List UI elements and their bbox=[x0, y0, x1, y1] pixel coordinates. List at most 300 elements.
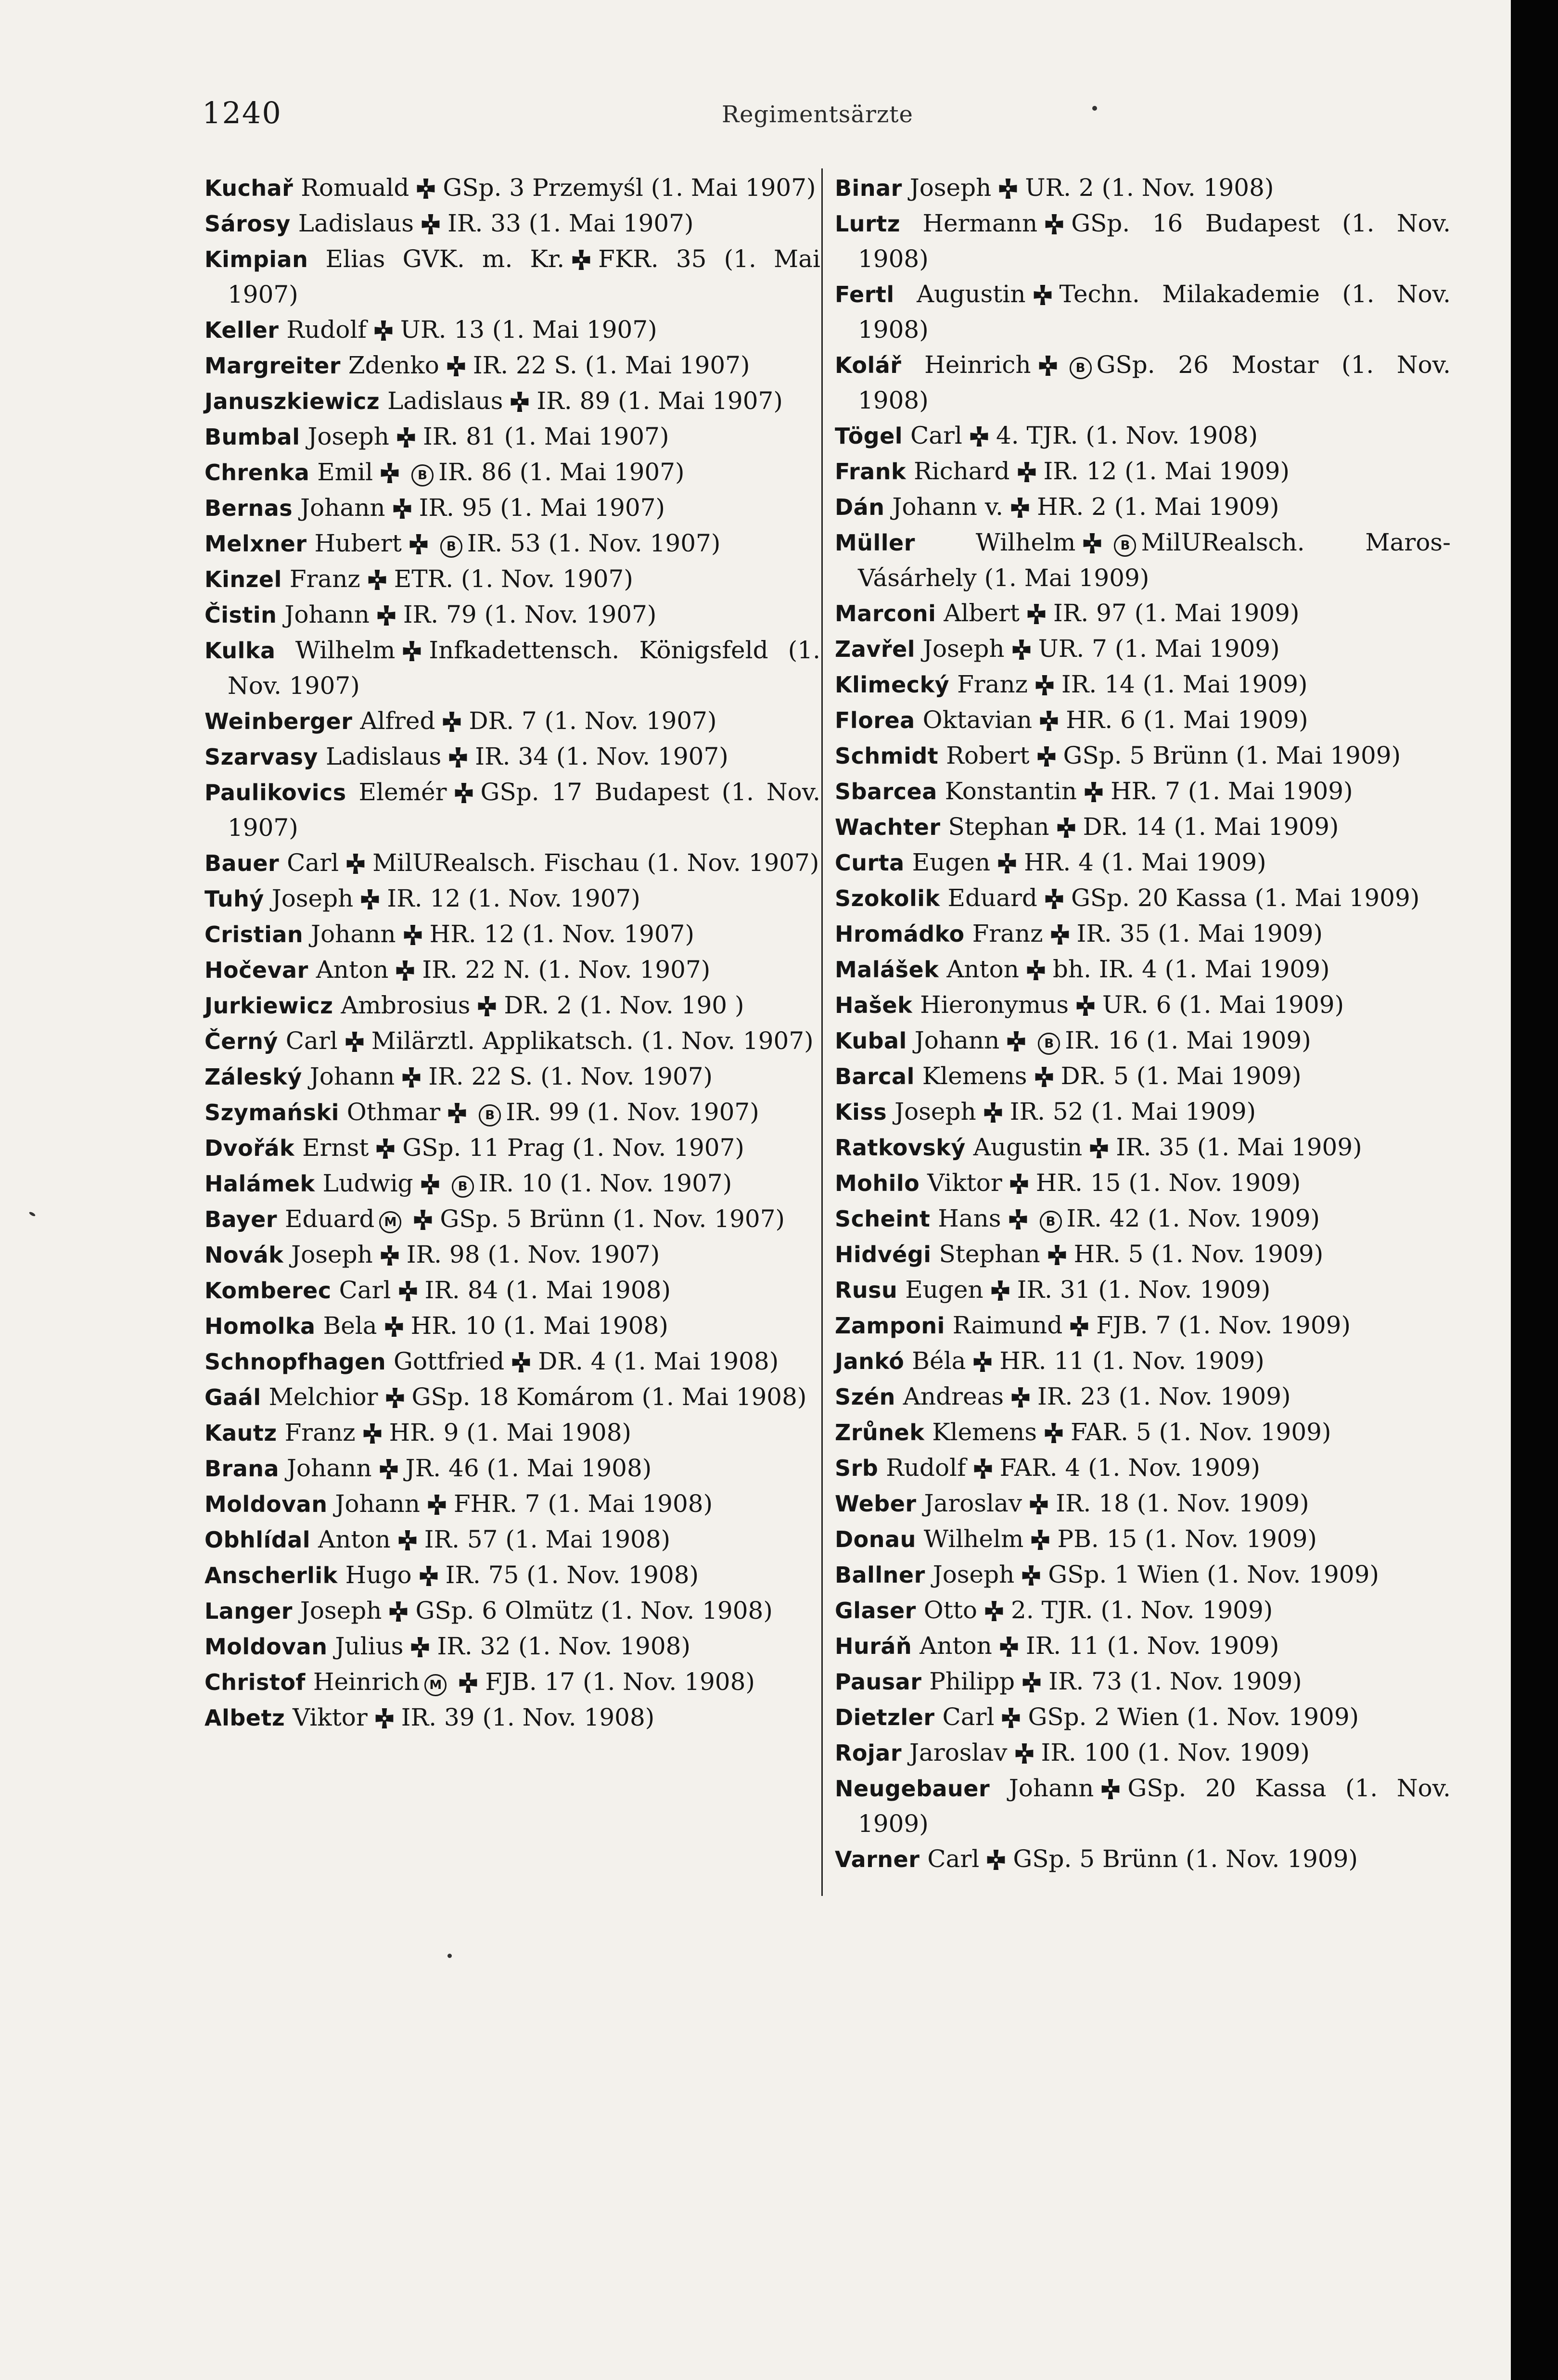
cross-pattee-icon bbox=[410, 1637, 430, 1657]
entry-given-name: Wilhelm bbox=[923, 1525, 1024, 1553]
entry-surname: Záleský bbox=[204, 1064, 302, 1090]
entry-surname: Mohilo bbox=[835, 1170, 920, 1196]
entry-surname: Cristian bbox=[204, 921, 304, 947]
entry-given-name: Johann bbox=[311, 920, 396, 948]
circled-mark-icon: B bbox=[479, 1104, 501, 1126]
entry-given-name: Zdenko bbox=[348, 351, 439, 379]
entry-given-name: Raimund bbox=[952, 1311, 1063, 1339]
directory-entry bbox=[204, 1095, 820, 1130]
entry-surname: Barcal bbox=[835, 1063, 915, 1089]
cross-pattee-icon bbox=[380, 463, 400, 483]
right-column bbox=[835, 170, 1451, 1877]
directory-entry bbox=[835, 1308, 1451, 1344]
entry-given-name: Joseph bbox=[894, 1098, 976, 1126]
directory-entry bbox=[835, 525, 1451, 596]
directory-entry bbox=[835, 1842, 1451, 1877]
entry-surname: Paulikovics bbox=[204, 780, 346, 806]
cross-pattee-icon bbox=[396, 427, 416, 448]
cross-pattee-icon bbox=[421, 214, 441, 234]
entry-posting: GSp. 20 Kassa (1. Mai 1909) bbox=[1071, 884, 1420, 912]
left-column bbox=[204, 170, 820, 1736]
entry-given-name: Franz bbox=[957, 670, 1028, 698]
entry-posting: FJB. 7 (1. Nov. 1909) bbox=[1096, 1311, 1351, 1339]
entry-surname: Dán bbox=[835, 494, 885, 520]
entry-posting: GSp. 6 Olmütz (1. Nov. 1908) bbox=[415, 1597, 773, 1625]
entry-given-name: Ladislaus bbox=[387, 387, 503, 415]
cross-pattee-icon bbox=[1075, 996, 1096, 1016]
directory-entry bbox=[835, 987, 1451, 1023]
entry-posting: IR. 35 (1. Mai 1909) bbox=[1076, 920, 1323, 947]
directory-entry bbox=[835, 1450, 1451, 1486]
entry-given-name: Viktor bbox=[293, 1703, 368, 1731]
entry-surname: Frank bbox=[835, 459, 907, 485]
directory-entry bbox=[204, 242, 820, 312]
directory-entry bbox=[204, 1593, 820, 1629]
entry-surname: Rojar bbox=[835, 1740, 902, 1766]
entry-surname: Albetz bbox=[204, 1705, 285, 1731]
entry-posting: DR. 7 (1. Nov. 1907) bbox=[469, 707, 717, 735]
entry-surname: Kautz bbox=[204, 1420, 277, 1446]
entry-posting: UR. 2 (1. Nov. 1908) bbox=[1025, 174, 1274, 202]
print-speck bbox=[1092, 106, 1097, 111]
cross-pattee-icon bbox=[454, 783, 474, 803]
entry-posting: IR. 16 (1. Mai 1909) bbox=[1065, 1026, 1311, 1054]
directory-entry bbox=[835, 881, 1451, 916]
entry-given-name: Anton bbox=[919, 1632, 992, 1660]
entry-given-name: Heinrich bbox=[313, 1668, 420, 1696]
directory-entry bbox=[204, 490, 820, 526]
directory-entry bbox=[204, 1024, 820, 1059]
entry-surname: Sbarcea bbox=[835, 779, 937, 805]
entry-posting: GSp. 18 Komárom (1. Mai 1908) bbox=[411, 1383, 807, 1411]
directory-entry bbox=[204, 1273, 820, 1308]
directory-entry bbox=[204, 562, 820, 597]
directory-entry bbox=[835, 489, 1451, 525]
entry-posting: IR. 31 (1. Nov. 1909) bbox=[1017, 1276, 1271, 1304]
entry-given-name: Klemens bbox=[922, 1062, 1027, 1090]
entry-posting: IR. 22 N. (1. Nov. 1907) bbox=[422, 956, 711, 984]
entry-posting: GSp. 5 Brünn (1. Nov. 1909) bbox=[1013, 1845, 1358, 1873]
entry-surname: Margreiter bbox=[204, 353, 341, 379]
scan-edge bbox=[1511, 0, 1558, 2380]
circled-mark-icon: B bbox=[1114, 535, 1136, 557]
entry-posting: IR. 12 (1. Nov. 1907) bbox=[387, 884, 640, 912]
entry-posting: IR. 95 (1. Mai 1907) bbox=[419, 494, 665, 522]
entry-posting: HR. 11 (1. Nov. 1909) bbox=[999, 1347, 1264, 1375]
directory-entry bbox=[835, 1522, 1451, 1557]
directory-entry bbox=[835, 347, 1451, 418]
entry-surname: Zamponi bbox=[835, 1313, 945, 1339]
cross-pattee-icon bbox=[420, 1174, 440, 1194]
cross-pattee-icon bbox=[1034, 675, 1055, 695]
entry-given-name: Béla bbox=[912, 1347, 966, 1375]
cross-pattee-icon bbox=[990, 1280, 1010, 1301]
entry-surname: Ratkovský bbox=[835, 1135, 966, 1161]
cross-pattee-icon bbox=[360, 889, 380, 909]
entry-surname: Schnopfhagen bbox=[204, 1349, 386, 1375]
cross-pattee-icon bbox=[1069, 1316, 1089, 1336]
entry-surname: Szarvasy bbox=[204, 744, 319, 770]
entry-posting: bh. IR. 4 (1. Mai 1909) bbox=[1052, 955, 1330, 983]
entry-posting: GSp. 2 Wien (1. Nov. 1909) bbox=[1028, 1703, 1359, 1731]
entry-posting: IR. 22 S. (1. Nov. 1907) bbox=[428, 1062, 713, 1090]
entry-surname: Dietzler bbox=[835, 1704, 935, 1730]
entry-surname: Halámek bbox=[204, 1171, 315, 1197]
directory-entry bbox=[204, 1522, 820, 1558]
entry-posting: Infkadettensch. Königsfeld (1. Nov. 1907) bbox=[228, 636, 820, 700]
entry-given-name: Joseph bbox=[307, 422, 389, 450]
entry-surname: Weber bbox=[835, 1491, 917, 1517]
entry-surname: Bayer bbox=[204, 1206, 278, 1232]
directory-entry bbox=[835, 1165, 1451, 1201]
entry-posting: UR. 13 (1. Mai 1907) bbox=[400, 316, 657, 344]
entry-given-name: Ladislaus bbox=[298, 209, 414, 237]
cross-pattee-icon bbox=[510, 392, 530, 412]
entry-surname: Brana bbox=[204, 1456, 280, 1482]
entry-given-name: Carl bbox=[910, 422, 962, 449]
entry-surname: Keller bbox=[204, 317, 279, 343]
cross-pattee-icon bbox=[1014, 1743, 1034, 1764]
circled-mark-icon: M bbox=[379, 1211, 401, 1233]
entry-surname: Jankó bbox=[835, 1348, 905, 1374]
entry-posting: DR. 14 (1. Mai 1909) bbox=[1083, 813, 1339, 841]
entry-posting: GSp. 5 Brünn (1. Mai 1909) bbox=[1063, 742, 1401, 769]
cross-pattee-icon bbox=[1056, 818, 1076, 838]
entry-posting: IR. 33 (1. Mai 1907) bbox=[447, 209, 694, 237]
directory-entry bbox=[835, 454, 1451, 489]
cross-pattee-icon bbox=[1044, 889, 1064, 909]
entry-posting: DR. 2 (1. Nov. 190 ) bbox=[504, 991, 744, 1019]
entry-posting: IR. 11 (1. Nov. 1909) bbox=[1025, 1632, 1279, 1660]
entry-given-name: Viktor bbox=[927, 1169, 1002, 1197]
entry-given-name: Jaroslav bbox=[924, 1489, 1022, 1517]
entry-posting: IR. 32 (1. Nov. 1908) bbox=[437, 1632, 690, 1660]
entry-surname: Dvořák bbox=[204, 1135, 295, 1161]
directory-entry bbox=[835, 774, 1451, 809]
cross-pattee-icon bbox=[511, 1352, 531, 1372]
cross-pattee-icon bbox=[401, 1067, 421, 1088]
entry-surname: Novák bbox=[204, 1242, 284, 1268]
directory-entry bbox=[835, 1059, 1451, 1094]
entry-posting: FHR. 7 (1. Mai 1908) bbox=[453, 1490, 713, 1518]
entry-surname: Neugebauer bbox=[835, 1776, 990, 1802]
circled-mark-icon: B bbox=[411, 464, 434, 486]
directory-entry bbox=[835, 1130, 1451, 1165]
entry-given-name: Eugen bbox=[912, 848, 991, 876]
cross-pattee-icon bbox=[1039, 711, 1059, 731]
entry-surname: Melxner bbox=[204, 531, 307, 557]
entry-given-name: Carl bbox=[339, 1276, 391, 1304]
entry-posting: GSp. 17 Budapest (1. Nov. 1907) bbox=[228, 778, 820, 842]
directory-entry bbox=[204, 917, 820, 952]
directory-entry bbox=[204, 1202, 820, 1237]
entry-given-name: Eugen bbox=[905, 1276, 983, 1304]
directory-entry bbox=[835, 277, 1451, 347]
directory-entry bbox=[204, 1664, 820, 1700]
entry-posting: IR. 98 (1. Nov. 1907) bbox=[406, 1241, 660, 1268]
entry-posting: FAR. 4 (1. Nov. 1909) bbox=[999, 1454, 1261, 1482]
entry-posting: IR. 100 (1. Nov. 1909) bbox=[1041, 1739, 1310, 1766]
entry-posting: IR. 73 (1. Nov. 1909) bbox=[1048, 1667, 1302, 1695]
entry-given-name: Hugo bbox=[345, 1561, 412, 1589]
entry-surname: Moldovan bbox=[204, 1491, 328, 1517]
entry-posting: UR. 7 (1. Mai 1909) bbox=[1038, 635, 1280, 663]
entry-given-name: Romuald bbox=[301, 174, 409, 202]
entry-surname: Hašek bbox=[835, 992, 913, 1018]
cross-pattee-icon bbox=[984, 1601, 1004, 1621]
entry-given-name: Albert bbox=[944, 599, 1020, 627]
entry-posting: FAR. 5 (1. Nov. 1909) bbox=[1071, 1418, 1331, 1446]
entry-given-name: Philipp bbox=[929, 1667, 1015, 1695]
directory-entry bbox=[204, 1237, 820, 1273]
cross-pattee-icon bbox=[969, 426, 989, 447]
entry-posting: IR. 34 (1. Nov. 1907) bbox=[475, 742, 728, 770]
entry-given-name: Oktavian bbox=[922, 706, 1033, 734]
entry-surname: Pausar bbox=[835, 1669, 922, 1695]
directory-entry bbox=[204, 348, 820, 384]
cross-pattee-icon bbox=[1050, 924, 1070, 945]
entry-given-name: Joseph bbox=[300, 1597, 382, 1625]
entry-posting: IR. 35 (1. Mai 1909) bbox=[1116, 1133, 1362, 1161]
directory-entry bbox=[204, 952, 820, 988]
directory-entry bbox=[204, 526, 820, 562]
cross-pattee-icon bbox=[373, 320, 394, 341]
cross-pattee-icon bbox=[1044, 1423, 1064, 1443]
entry-posting: IR. 75 (1. Nov. 1908) bbox=[445, 1561, 699, 1589]
entry-given-name: Emil bbox=[317, 458, 373, 486]
entry-surname: Hromádko bbox=[835, 921, 965, 947]
directory-entry bbox=[835, 1023, 1451, 1059]
directory-entry bbox=[835, 1237, 1451, 1272]
directory-entry bbox=[204, 455, 820, 490]
entry-given-name: Wilhelm bbox=[975, 528, 1076, 556]
cross-pattee-icon bbox=[972, 1352, 993, 1372]
cross-pattee-icon bbox=[571, 250, 591, 270]
entry-posting: GSp. 1 Wien (1. Nov. 1909) bbox=[1048, 1561, 1379, 1588]
entry-posting: UR. 6 (1. Mai 1909) bbox=[1102, 991, 1344, 1019]
directory-entry bbox=[204, 988, 820, 1024]
directory-entry bbox=[835, 1664, 1451, 1700]
entry-given-name: Johann bbox=[300, 494, 385, 522]
directory-entry bbox=[204, 633, 820, 704]
entry-given-name: Johann bbox=[914, 1026, 1000, 1054]
print-speck bbox=[28, 1211, 36, 1217]
entry-given-name: Eduard bbox=[284, 1205, 375, 1233]
entry-posting: HR. 9 (1. Mai 1908) bbox=[389, 1419, 632, 1446]
entry-surname: Kubal bbox=[835, 1028, 907, 1054]
cross-pattee-icon bbox=[427, 1495, 447, 1515]
cross-pattee-icon bbox=[998, 179, 1018, 199]
directory-entry bbox=[204, 312, 820, 348]
entry-surname: Čistin bbox=[204, 602, 277, 628]
entry-surname: Bernas bbox=[204, 495, 293, 521]
directory-entry bbox=[204, 384, 820, 419]
entry-posting: GSp. 5 Brünn (1. Nov. 1907) bbox=[440, 1205, 785, 1233]
directory-entry bbox=[835, 596, 1451, 631]
entry-surname: Weinberger bbox=[204, 708, 353, 734]
directory-entry bbox=[204, 1344, 820, 1380]
cross-pattee-icon bbox=[384, 1317, 404, 1337]
entry-surname: Kuchař bbox=[204, 175, 294, 201]
entry-posting: GSp. 16 Budapest (1. Nov. 1908) bbox=[858, 209, 1451, 273]
entry-surname: Jurkiewicz bbox=[204, 993, 333, 1019]
entry-surname: Marconi bbox=[835, 601, 936, 627]
entry-posting: Milärztl. Applikatsch. (1. Nov. 1907) bbox=[371, 1027, 814, 1055]
entry-given-name: Franz bbox=[972, 920, 1043, 947]
entry-given-name: Hermann bbox=[922, 209, 1038, 237]
entry-posting: HR. 2 (1. Mai 1909) bbox=[1037, 493, 1279, 521]
entry-surname: Anscherlik bbox=[204, 1562, 338, 1588]
entry-posting: IR. 42 (1. Nov. 1909) bbox=[1066, 1204, 1320, 1232]
entry-surname: Zavřel bbox=[835, 636, 916, 662]
cross-pattee-icon bbox=[1100, 1779, 1121, 1799]
entry-surname: Zrůnek bbox=[835, 1420, 925, 1446]
entry-given-name: Ladislaus bbox=[325, 742, 442, 770]
entry-given-name: Alfred bbox=[360, 707, 435, 735]
entry-given-name: Johann v. bbox=[892, 493, 1004, 521]
directory-entry bbox=[835, 952, 1451, 987]
cross-pattee-icon bbox=[999, 1637, 1019, 1657]
entry-surname: Varner bbox=[835, 1846, 920, 1872]
directory-entry bbox=[204, 1380, 820, 1415]
entry-surname: Klimecký bbox=[835, 672, 950, 698]
cross-pattee-icon bbox=[1022, 1672, 1042, 1692]
cross-pattee-icon bbox=[1034, 1067, 1054, 1087]
directory-entry bbox=[835, 206, 1451, 277]
directory-entry bbox=[204, 1415, 820, 1451]
directory-entry bbox=[204, 1629, 820, 1664]
entry-surname: Januszkiewicz bbox=[204, 388, 380, 414]
cross-pattee-icon bbox=[448, 747, 468, 768]
entry-surname: Kulka bbox=[204, 638, 276, 664]
directory-entry bbox=[204, 597, 820, 633]
entry-surname: Rusu bbox=[835, 1277, 898, 1303]
entry-given-name: Franz bbox=[289, 565, 360, 593]
entry-given-name: Robert bbox=[946, 742, 1030, 769]
cross-pattee-icon bbox=[362, 1423, 383, 1444]
entry-surname: Kimpian bbox=[204, 246, 308, 272]
entry-posting: MilURealsch. Maros-Vásárhely (1. Mai 1909) bbox=[858, 528, 1451, 592]
cross-pattee-icon bbox=[376, 605, 396, 626]
directory-entry bbox=[204, 739, 820, 775]
cross-pattee-icon bbox=[1021, 1565, 1041, 1586]
entry-given-name: Johann bbox=[284, 601, 370, 628]
entry-given-name: Andreas bbox=[903, 1382, 1004, 1410]
cross-pattee-icon bbox=[1029, 1494, 1049, 1514]
entry-posting: FJB. 17 (1. Nov. 1908) bbox=[485, 1668, 755, 1696]
entry-posting: IR. 97 (1. Mai 1909) bbox=[1053, 599, 1300, 627]
cross-pattee-icon bbox=[973, 1459, 993, 1479]
entry-surname: Tuhý bbox=[204, 886, 264, 912]
cross-pattee-icon bbox=[1030, 1530, 1050, 1550]
cross-pattee-icon bbox=[345, 854, 366, 874]
entry-posting: HR. 4 (1. Mai 1909) bbox=[1024, 848, 1266, 876]
entry-given-name: Joseph bbox=[271, 884, 354, 912]
entry-posting: PB. 15 (1. Nov. 1909) bbox=[1057, 1525, 1317, 1553]
directory-entry bbox=[204, 845, 820, 881]
entry-given-name: Joseph bbox=[932, 1561, 1015, 1588]
entry-surname: Schmidt bbox=[835, 743, 939, 769]
cross-pattee-icon bbox=[388, 1601, 409, 1622]
entry-given-name: Carl bbox=[942, 1703, 995, 1731]
entry-given-name: Hans bbox=[938, 1204, 1001, 1232]
entry-given-name: Ambrosius bbox=[341, 991, 471, 1019]
entry-posting: IR. 22 S. (1. Mai 1907) bbox=[473, 351, 750, 379]
entry-given-name: Rudolf bbox=[886, 1454, 966, 1482]
entry-surname: Huráň bbox=[835, 1633, 912, 1659]
cross-pattee-icon bbox=[395, 960, 415, 981]
directory-entry bbox=[835, 1415, 1451, 1450]
cross-pattee-icon bbox=[1010, 1387, 1031, 1408]
cross-pattee-icon bbox=[392, 499, 412, 519]
cross-pattee-icon bbox=[1038, 356, 1058, 376]
cross-pattee-icon bbox=[1026, 604, 1047, 624]
entry-surname: Müller bbox=[835, 530, 915, 556]
circled-mark-icon: B bbox=[1040, 1211, 1062, 1233]
entry-posting: IR. 14 (1. Mai 1909) bbox=[1061, 670, 1308, 698]
entry-surname: Szymański bbox=[204, 1100, 339, 1126]
entry-posting: GSp. 3 Przemyśl (1. Mai 1907) bbox=[443, 174, 816, 202]
directory-entry bbox=[835, 1201, 1451, 1237]
cross-pattee-icon bbox=[375, 1139, 396, 1159]
directory-entry bbox=[835, 1486, 1451, 1522]
entry-given-name: Stephan bbox=[948, 813, 1049, 841]
entry-posting: IR. 39 (1. Nov. 1908) bbox=[401, 1703, 655, 1731]
entry-posting: IR. 18 (1. Nov. 1909) bbox=[1056, 1489, 1309, 1517]
entry-posting: GSp. 26 Mostar (1. Nov. 1908) bbox=[858, 351, 1451, 414]
entry-posting: IR. 89 (1. Mai 1907) bbox=[536, 387, 783, 415]
directory-entry bbox=[204, 206, 820, 242]
entry-given-name: Joseph bbox=[909, 174, 992, 202]
directory-entry bbox=[835, 1628, 1451, 1664]
cross-pattee-icon bbox=[1044, 214, 1064, 234]
entry-given-name: Augustin bbox=[973, 1133, 1083, 1161]
entry-posting: IR. 84 (1. Mai 1908) bbox=[424, 1276, 671, 1304]
entry-given-name: Gottfried bbox=[394, 1347, 505, 1375]
entry-given-name: Joseph bbox=[291, 1241, 373, 1268]
cross-pattee-icon bbox=[380, 1245, 400, 1266]
cross-pattee-icon bbox=[402, 641, 422, 661]
directory-entry bbox=[835, 631, 1451, 667]
cross-pattee-icon bbox=[374, 1708, 395, 1728]
entry-surname: Homolka bbox=[204, 1313, 316, 1339]
entry-given-name: Elias GVK. m. Kr. bbox=[325, 245, 565, 273]
cross-pattee-icon bbox=[1011, 640, 1032, 660]
directory-entry bbox=[835, 703, 1451, 738]
entry-surname: Lurtz bbox=[835, 211, 901, 237]
entry-given-name: Konstantin bbox=[945, 777, 1077, 805]
cross-pattee-icon bbox=[1001, 1708, 1021, 1728]
directory-entry bbox=[204, 1166, 820, 1202]
entry-posting: GSp. 20 Kassa (1. Nov. 1909) bbox=[858, 1774, 1451, 1838]
entry-surname: Bumbal bbox=[204, 424, 300, 450]
entry-given-name: Julius bbox=[335, 1632, 404, 1660]
entry-surname: Bauer bbox=[204, 850, 280, 876]
cross-pattee-icon bbox=[397, 1530, 418, 1550]
entry-given-name: Stephan bbox=[939, 1240, 1040, 1268]
entry-posting: HR. 15 (1. Nov. 1909) bbox=[1035, 1169, 1301, 1197]
entry-given-name: Hubert bbox=[314, 529, 402, 557]
directory-entry bbox=[835, 738, 1451, 774]
entry-given-name: Bela bbox=[323, 1312, 377, 1340]
directory-entry bbox=[835, 916, 1451, 952]
circled-mark-icon: M bbox=[424, 1674, 447, 1696]
cross-pattee-icon bbox=[1033, 285, 1053, 305]
entry-surname: Ballner bbox=[835, 1562, 925, 1588]
cross-pattee-icon bbox=[385, 1388, 405, 1408]
entry-surname: Černý bbox=[204, 1028, 278, 1054]
entry-posting: GSp. 11 Prag (1. Nov. 1907) bbox=[402, 1134, 744, 1162]
